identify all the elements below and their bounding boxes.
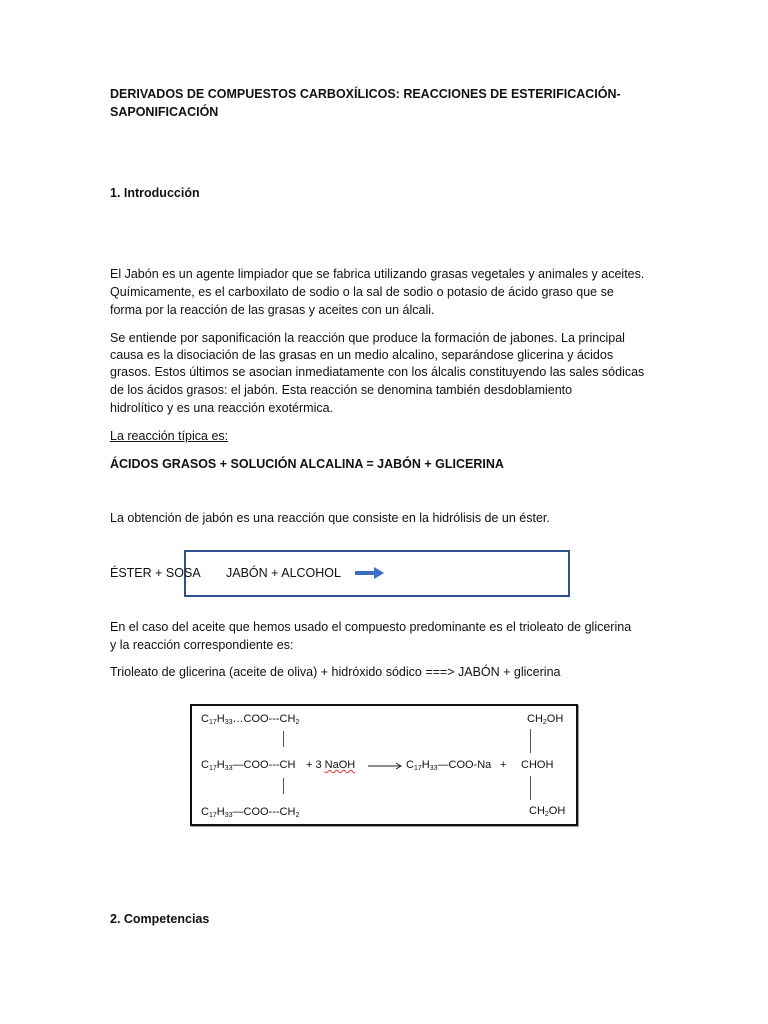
- reaction-arrow-icon: [368, 761, 404, 771]
- paragraph-2-line-4: de los ácidos grasos: el jabón. Esta reacción se denomina también desdoblamiento: [110, 383, 573, 397]
- reaction-typical: ÁCIDOS GRASOS + SOLUCIÓN ALCALINA = JABÓN + GLICERINA: [110, 457, 504, 471]
- plus-sign: +: [500, 759, 507, 771]
- paragraph-4-line-2: y la reacción correspondiente es:: [110, 638, 294, 652]
- bond-line: [530, 729, 531, 753]
- title-line-2: SAPONIFICACIÓN: [110, 105, 219, 119]
- paragraph-1-line-2: Químicamente, es el carboxilato de sodio o la sal de sodio o potasio de ácido graso que se: [110, 285, 614, 299]
- triglyceride-row-1: $C_{17}H_{33}\dots COO---CH_2$: [201, 713, 300, 726]
- reaction-heading: La reacción típica es:: [110, 429, 229, 443]
- section-heading-competencias: 2. Competencias: [110, 912, 210, 926]
- bond-line: [283, 731, 284, 747]
- ester-left: ÉSTER + SOSA: [110, 566, 201, 580]
- reagent-naoh: + 3 NaOH: [306, 759, 356, 771]
- glycerin-row-3: $CH_2OH$: [529, 805, 566, 818]
- triglyceride-row-2: $C_{17}H_{33}—COO---CH$: [201, 759, 296, 772]
- paragraph-3: La obtención de jabón es una reacción que consiste en la hidrólisis de un éster.: [110, 511, 550, 525]
- paragraph-4-line-1: En el caso del aceite que hemos usado el compuesto predominante es el trioleato de glicerina: [110, 620, 632, 634]
- paragraph-2-line-1: Se entiende por saponificación la reacción que produce la formación de jabones. La principal: [110, 331, 625, 345]
- paragraph-5: Trioleato de glicerina (aceite de oliva) + hidróxido sódico ===> JABÓN + glicerina: [110, 665, 561, 679]
- glycerin-row-1: $CH_2OH$: [527, 713, 564, 726]
- section-heading-introduccion: 1. Introducción: [110, 186, 200, 200]
- triglyceride-row-3: $C_{17}H_{33}—COO---CH_2$: [201, 806, 300, 819]
- arrow-right-icon: [355, 566, 385, 580]
- paragraph-2-line-3: grasos. Estos últimos se asocian inmediatamente con los álcalis constituyendo las sales sódicas: [110, 365, 645, 379]
- bond-line: [283, 778, 284, 794]
- paragraph-1-line-3: forma por la reacción de las grasas y aceites con un álcali.: [110, 303, 435, 317]
- bond-line: [530, 776, 531, 800]
- glycerin-row-2: CHOH: [521, 759, 554, 771]
- ester-right: JABÓN + ALCOHOL: [226, 566, 341, 580]
- paragraph-2-line-2: causa es la disociación de las grasas en un medio alcalino, separándose glicerina y ácidos: [110, 348, 614, 362]
- paragraph-1-line-1: El Jabón es un agente limpiador que se fabrica utilizando grasas vegetales y animales y aceites.: [110, 267, 645, 281]
- title-line-1: DERIVADOS DE COMPUESTOS CARBOXÍLICOS: REACCIONES DE ESTERIFICACIÓN-: [110, 87, 621, 101]
- paragraph-2-line-5: hidrolítico y es una reacción exotérmica.: [110, 401, 334, 415]
- soap-product: $C_{17}H_{33}—COO-Na$: [406, 759, 492, 772]
